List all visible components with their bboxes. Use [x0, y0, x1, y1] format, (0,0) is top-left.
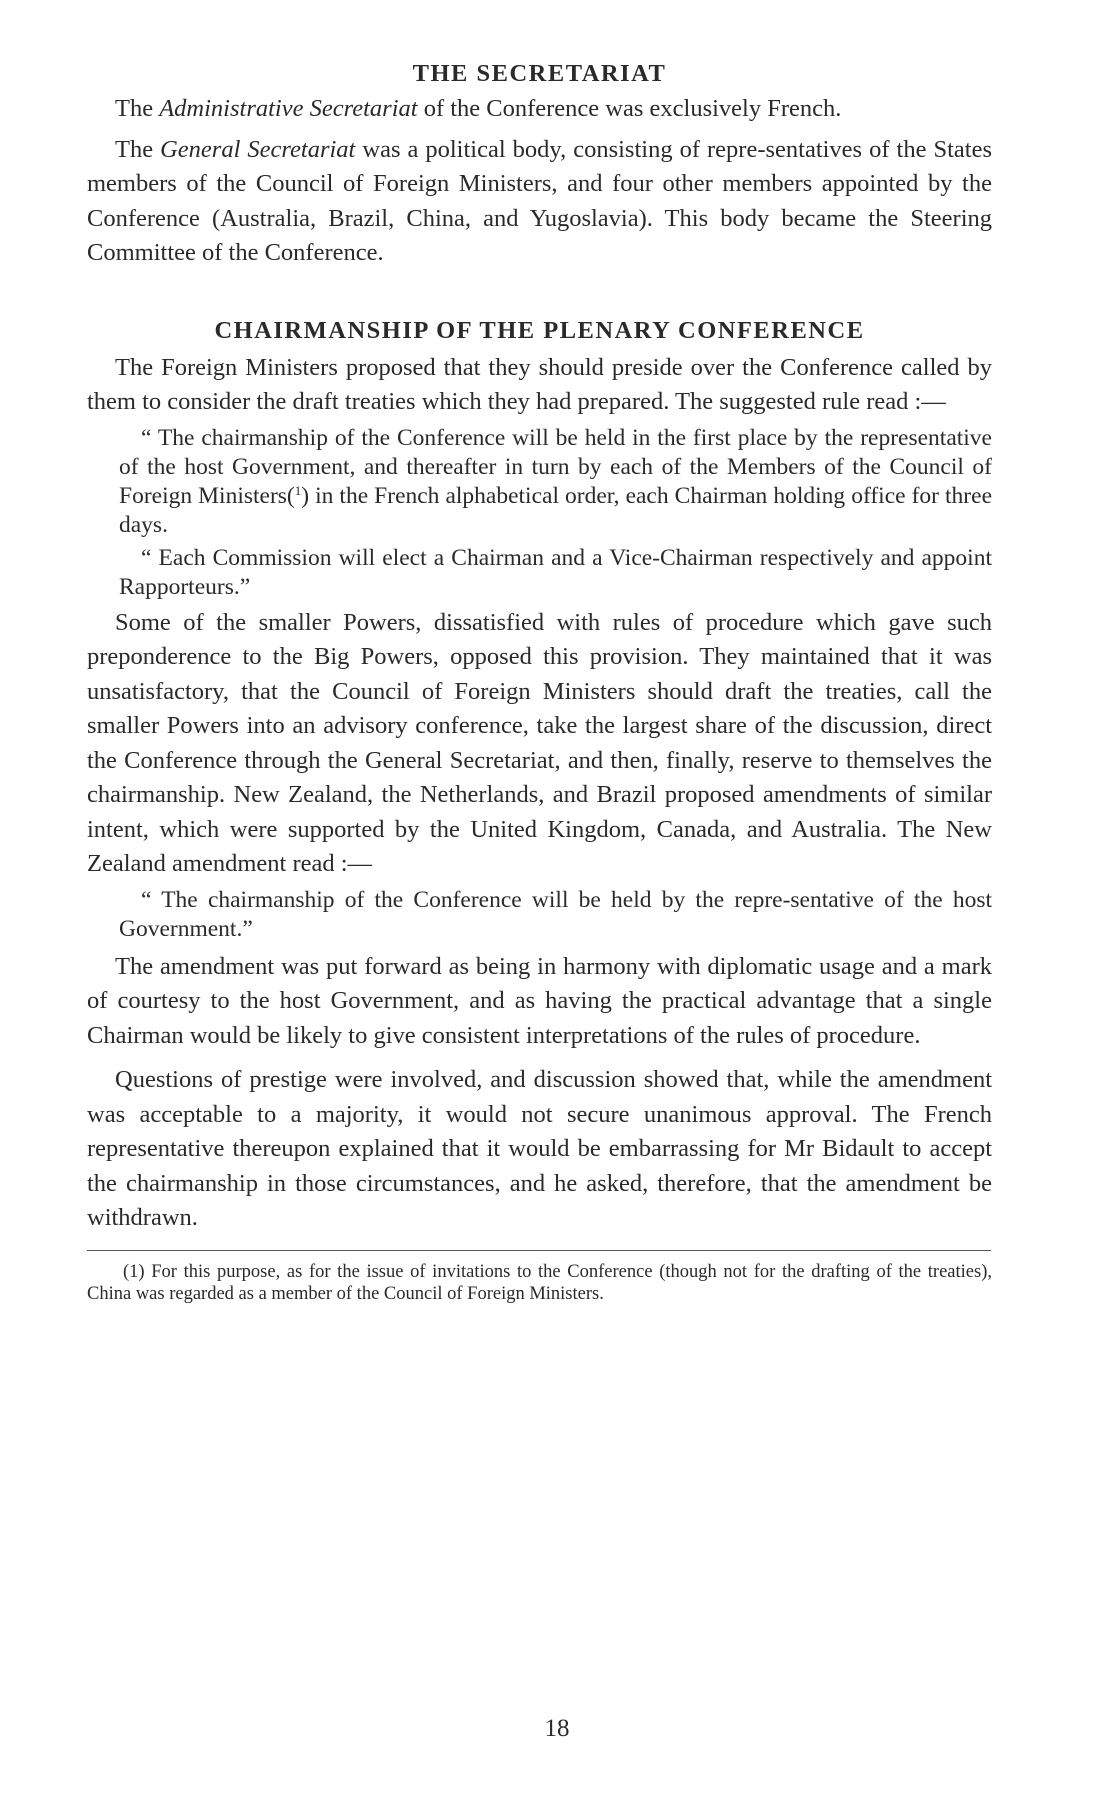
footnote-reference: 1	[294, 482, 302, 498]
quote-suggested-rule: “ The chairmanship of the Conference will be held in the first place by the representative of the host Government, and thereafter in turn by each of the Members of the Council of Foreign Ministers($^1$) in the French alphabetical order, each Chairman holding office for three days.	[119, 424, 992, 538]
footnote-divider	[87, 1250, 991, 1251]
italic-term: General Secretariat	[160, 135, 356, 163]
paragraph-amendment-rationale: The amendment was put forward as being in harmony with diplomatic usage and a mark of courtesy to the host Government, and as having the practical advantage that a single Chairman would be likely to give consistent interpretations of the rules of procedure.	[87, 952, 992, 1049]
paragraph-prestige-questions: Questions of prestige were involved, and discussion showed that, while the amendment was acceptable to a majority, it would not secure unanimous approval. The French representative thereupon explained that it would be embarrassing for Mr Bidault to accept the chairmanship in those circumstances, and he asked, therefore, that the amendment be withdrawn.	[87, 1066, 992, 1231]
page-number: 18	[544, 1715, 570, 1742]
section-heading-chairmanship: CHAIRMANSHIP OF THE PLENARY CONFERENCE	[214, 316, 865, 344]
paragraph-smaller-powers: Some of the smaller Powers, dissatisfied with rules of procedure which gave such preponderence to the Big Powers, opposed this provision. They maintained that it was unsatisfactory, that the Council of Foreign Ministers should draft the treaties, call the smaller Powers into an advisory conference, take the largest share of the discussion, direct the Conference through the General Secretariat, and then, finally, reserve to themselves the chairmanship. New Zealand, the Netherlands, and Brazil proposed amendments of similar intent, which were supported by the United Kingdom, Canada, and Australia. The New Zealand amendment read :—	[87, 608, 992, 877]
quote-commission-rule: “ Each Commission will elect a Chairman and a Vice-Chairman respectively and appoint Rapporteurs.”	[119, 544, 992, 600]
footnote-marker: (1)	[123, 1261, 145, 1282]
paragraph-administrative-secretariat: The Administrative Secretariat of the Conference was exclusively French.	[115, 95, 842, 122]
italic-term: Administrative Secretariat	[159, 95, 418, 122]
quote-new-zealand-amendment: “ The chairmanship of the Conference will be held by the repre-sentative of the host Government.”	[119, 886, 992, 942]
footnote: (1) For this purpose, as for the issue of invitations to the Conference (though not for the drafting of the treaties), China was regarded as a member of the Council of Foreign Ministers.	[87, 1261, 992, 1304]
paragraph-general-secretariat: The General Secretariat was a political body, consisting of repre-sentatives of the States members of the Council of Foreign Ministers, and four other members appointed by the Conference (Australia, Brazil, China, and Yugoslavia). This body became the Steering Committee of the Conference.	[87, 135, 992, 266]
section-heading-secretariat: THE SECRETARIAT	[412, 60, 667, 87]
paragraph-foreign-ministers-proposal: The Foreign Ministers proposed that they should preside over the Conference called by them to consider the draft treaties which they had prepared. The suggested rule read :—	[87, 353, 992, 415]
page-body	[87, 58, 992, 1306]
